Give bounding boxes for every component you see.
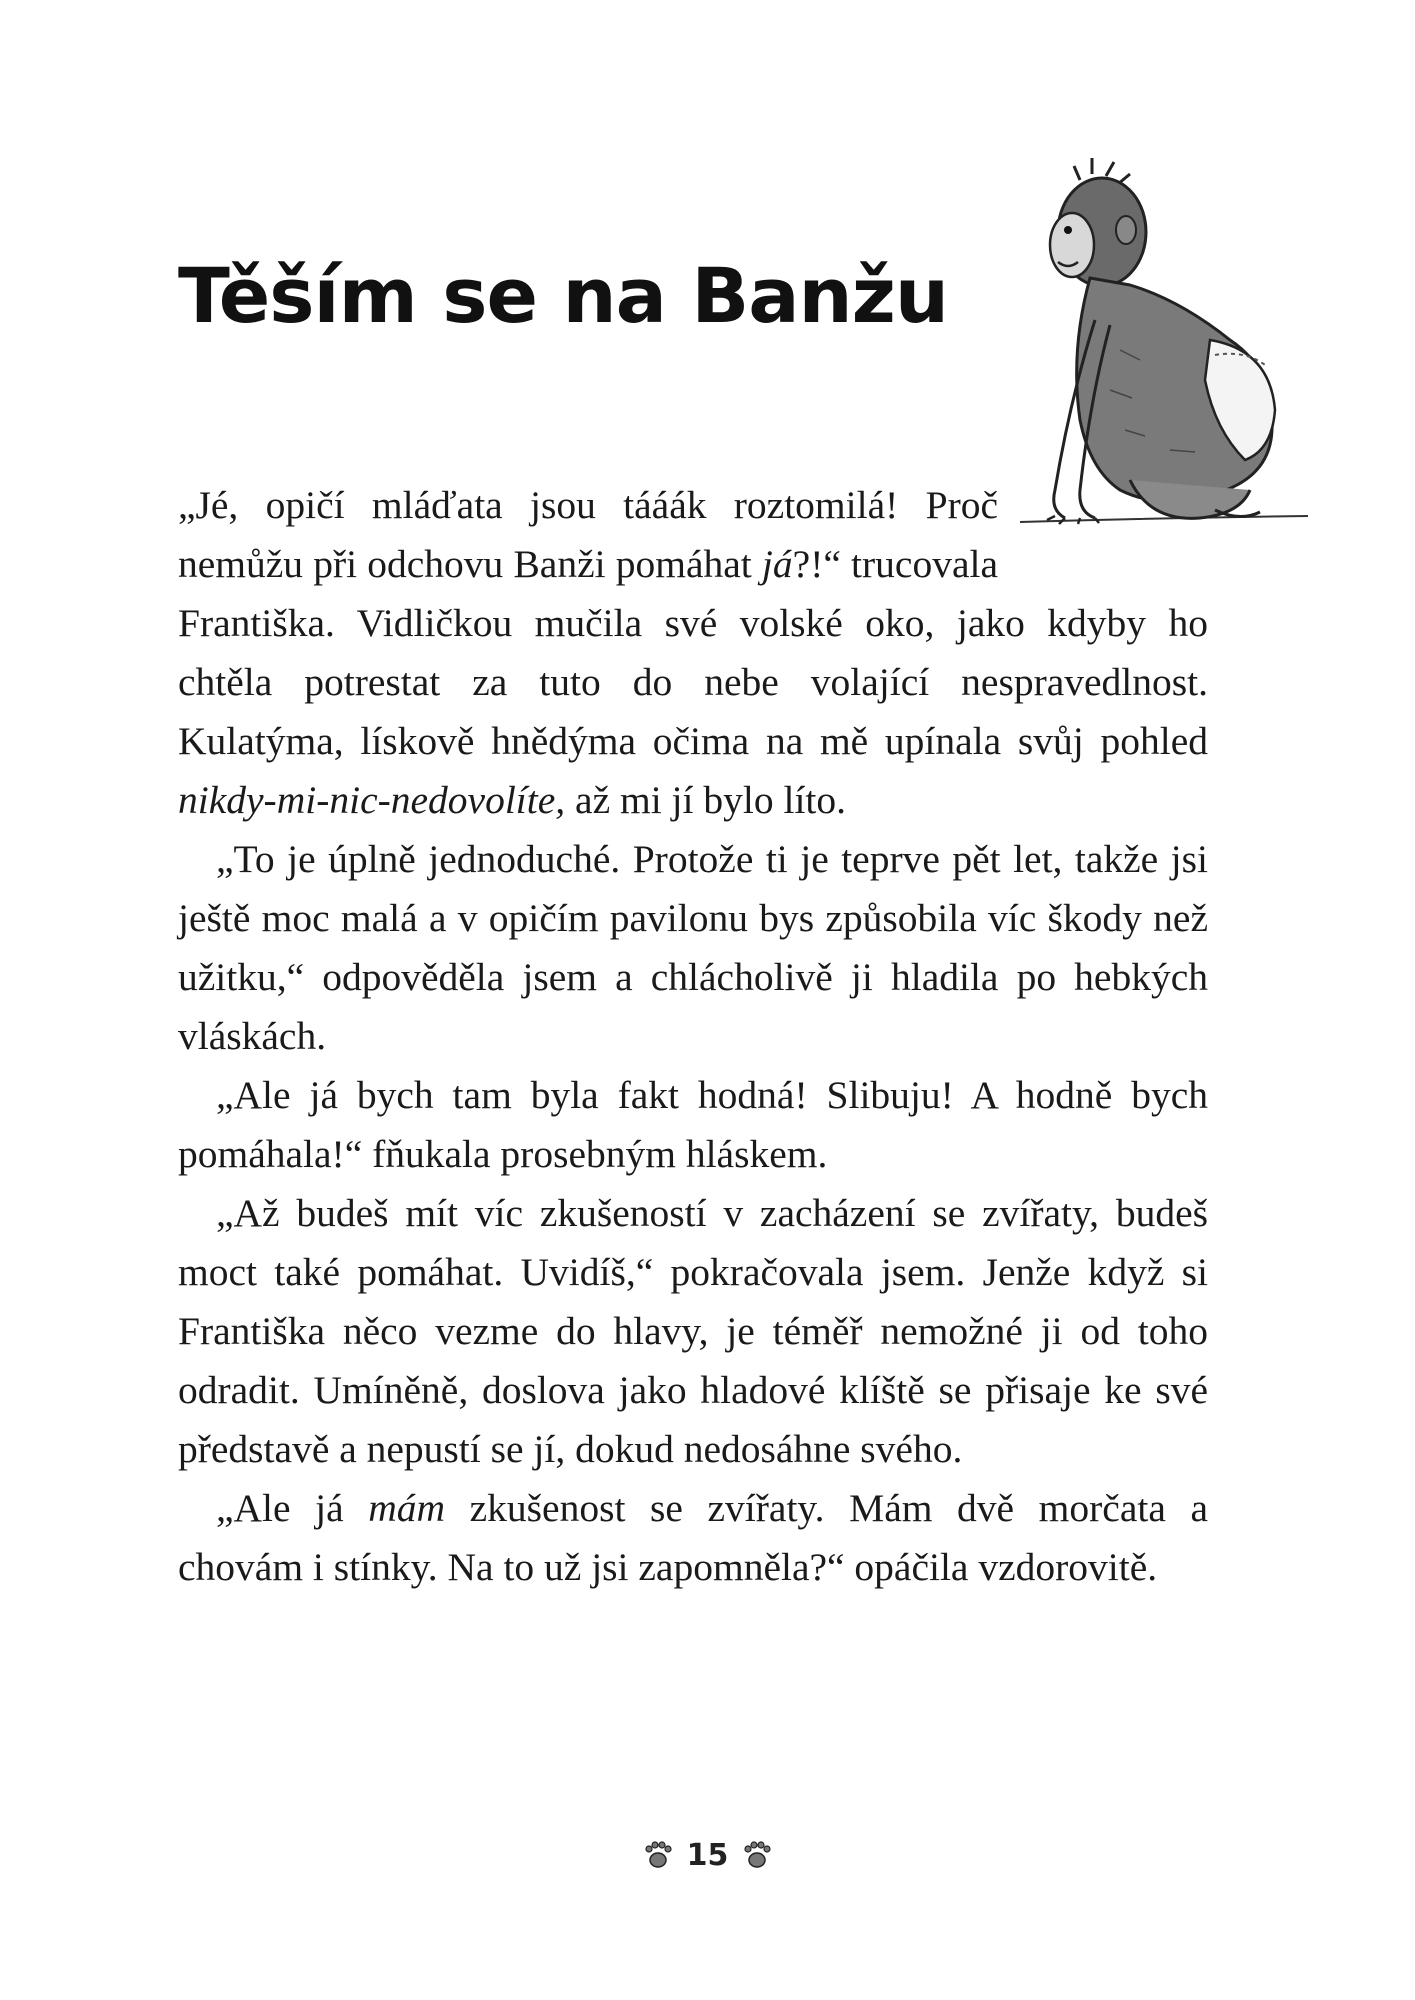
page-number: 15 bbox=[686, 1837, 729, 1873]
page-footer bbox=[0, 1830, 1415, 1880]
text-run: zkušenost se zvířaty. Mám dvě morčata a chovám i stínky. Na to už jsi zapomněla?“ opáčila vzdorovitě. bbox=[178, 1486, 1208, 1589]
paw-print-icon bbox=[742, 1840, 772, 1870]
paw-print-icon bbox=[643, 1840, 673, 1870]
text-run: „Ale já bbox=[216, 1486, 369, 1530]
text-run: až mi jí bylo líto. bbox=[565, 778, 847, 822]
body-text bbox=[178, 476, 1208, 1597]
italic-text: nikdy-mi-nic-nedovolíte, bbox=[178, 778, 566, 822]
text-run: „Ale já bych tam byla fakt hodná! Slibuju! A hodně bych pomáhala!“ fňukala prosebným hláskem. bbox=[178, 1073, 1208, 1176]
chapter-title: Těším se na Banžu bbox=[178, 251, 948, 340]
paragraph bbox=[178, 1479, 1208, 1597]
text-run: „Až budeš mít víc zkušeností v zacházení se zvířaty, budeš moct také pomáhat. Uvidíš,“ pokračovala jsem. Jenže když si Františka něco vezme do hlavy, je téměř nemožné ji od toho odradit. Umíněně, doslova jako hladové klíště se přisaje ke své představě a nepustí se jí, dokud nedosáhne svého. bbox=[178, 1191, 1208, 1471]
text-run: „Jé, opičí mláďata jsou tááák roztomilá! Proč nemůžu při odchovu Banži pomáhat bbox=[178, 483, 998, 586]
illustration-spacer bbox=[998, 476, 1208, 586]
text-run: ?!“ trucovala Františka. Vidličkou mučila své volské oko, jako kdyby ho chtěla potrestat za tuto do nebe volající nespravedlnost. Kulatýma, lískově hnědýma očima na mě upínala svůj pohled bbox=[178, 542, 1208, 763]
paragraph bbox=[178, 1066, 1208, 1184]
paragraph bbox=[178, 476, 1208, 830]
text-run: „To je úplně jednoduché. Protože ti je teprve pět let, takže jsi ještě moc malá a v opičím pavilonu bys způsobila víc škody než užitku,“ odpověděla jsem a chlácholivě ji hladila po hebkých vláskách. bbox=[178, 837, 1208, 1058]
italic-text: mám bbox=[368, 1486, 446, 1530]
paragraph bbox=[178, 830, 1208, 1066]
italic-text: já bbox=[761, 542, 793, 586]
paragraph bbox=[178, 1184, 1208, 1479]
